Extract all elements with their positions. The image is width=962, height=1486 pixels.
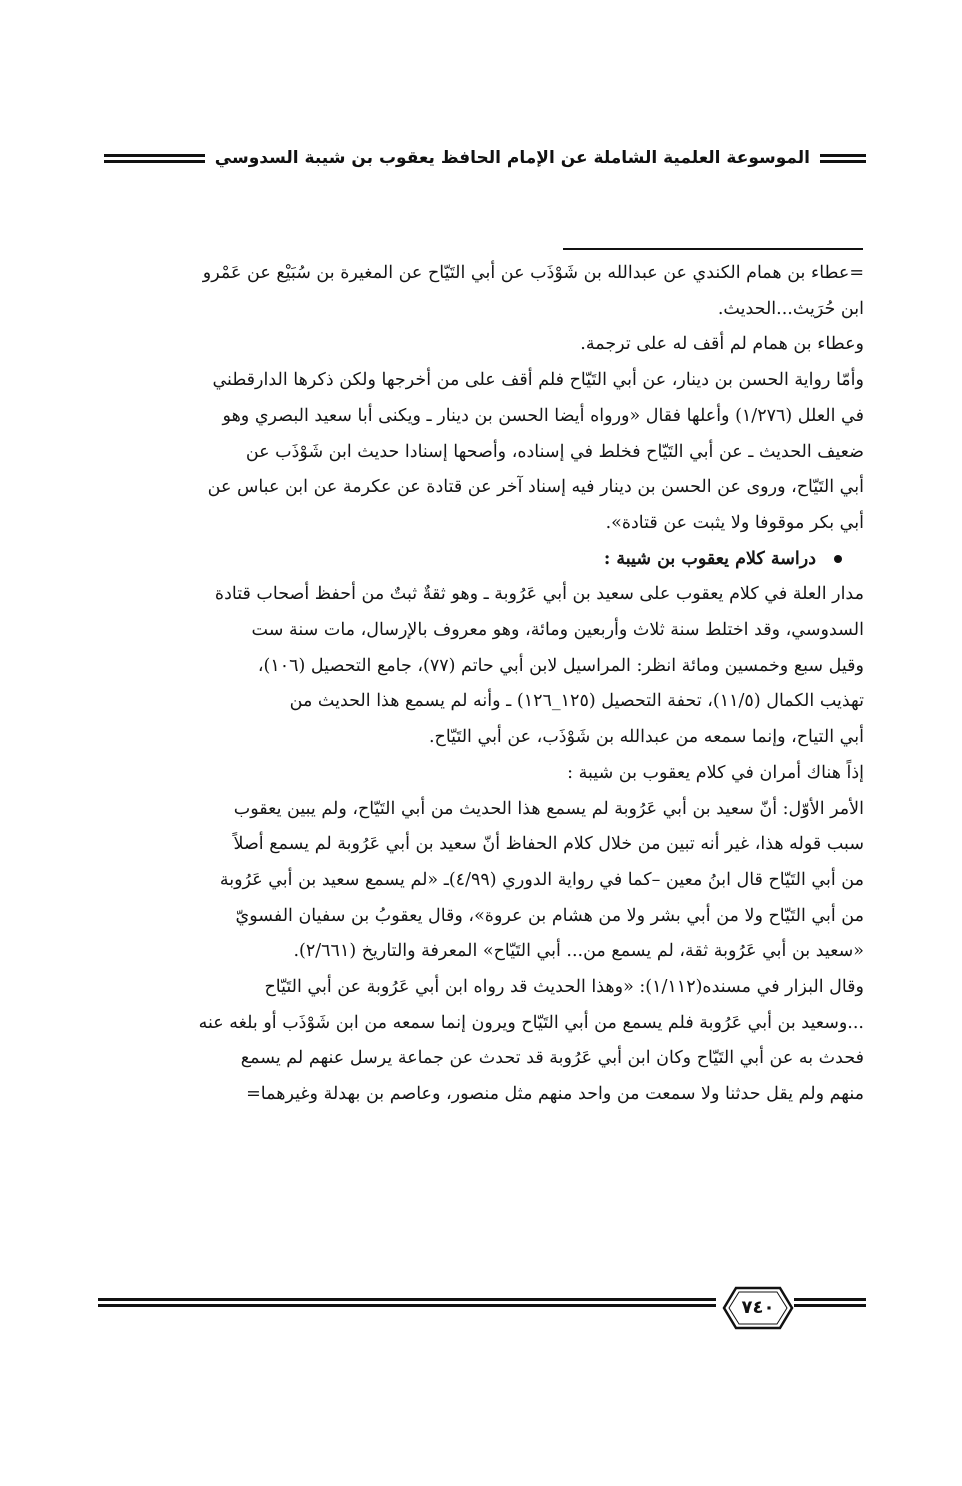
- text-line: وعطاء بن همام لم أقف له على ترجمة.: [580, 334, 864, 355]
- page-number: ٧٤٠: [741, 1297, 775, 1318]
- text-line: وقيل سبع وخمسين ومائة انظر: المراسيل لابن أبي حاتم (٧٧)، جامع التحصيل (١٠٦)،: [257, 655, 864, 676]
- text-line: وأمّا رواية الحسن بن دينار، عن أبي التَيّاح فلم أقف على من أخرجها ولكن ذكرها الدارقطني: [212, 370, 864, 391]
- text-line: «سعيد بن أبي عَرُوبة ثقة، لم يسمع من... أبي التَيّاح» المعرفة والتاريخ (٢/٦٦١).: [293, 941, 864, 962]
- footer-rule-left: [98, 1298, 716, 1307]
- text-line: منهم ولم يقل حدثنا ولا سمعت من واحد منهم مثل منصور، وعاصم بن بهدلة وغيرهما=: [246, 1084, 864, 1105]
- section-heading: [104, 542, 864, 578]
- section-heading-text: دراسة كلام يعقوب بن شيبة :: [603, 548, 816, 569]
- footnote-body: [104, 256, 864, 1113]
- text-line: أبي بكر موقوفا ولا يثبت عن قتادة».: [605, 512, 864, 533]
- footnote-separator: [563, 248, 863, 250]
- text-line: في العلل (١/٢٧٦) وأعلها فقال «ورواه أيضا الحسن بن دينار ـ ويكنى أبا سعيد البصري وهو: [222, 405, 864, 426]
- text-line: مدار العلة في كلام يعقوب على سعيد بن أبي عَرُوبة ـ وهو ثقةٌ ثبتٌ من أحفظ أصحاب قتادة: [214, 584, 864, 605]
- bullet-icon: [834, 555, 842, 563]
- text-line: =عطاء بن همام الكندي عن عبدالله بن شَوْذَب عن أبي التَيّاح عن المغيرة بن سُبَيْع عن عَمْرو: [202, 263, 864, 283]
- running-header: [104, 140, 866, 176]
- page-number-badge: [722, 1286, 794, 1330]
- text-line: ابن حُرَيث...الحديث.: [717, 298, 864, 319]
- text-line: ضعيف الحديث ـ عن أبي التَيّاح فخلط في إسناده، وأصحها إسنادا حديث ابن شَوْذَب عن: [245, 441, 864, 462]
- page-footer: [98, 1284, 866, 1336]
- text-line: السدوسي، وقد اختلط سنة ثلاث وأربعين ومائة، وهو معروف بالإرسال، مات سنة ست: [251, 620, 864, 641]
- text-line: من أبي التَيّاح ولا من أبي بشر ولا من هشام بن عروة»، وقال يعقوبُ بن سفيان الفسويّ: [235, 905, 864, 926]
- text-line: وقال البزار في مسنده(١/١١٢): «وهذا الحديث قد رواه ابن أبي عَرُوبة عن أبي التَيّاح: [264, 977, 864, 998]
- text-line: الأمر الأوّل: أنّ سعيد بن أبي عَرُوبة لم يسمع هذا الحديث من أبي التَيّاح، ولم يبين يعقوب: [233, 798, 864, 819]
- text-line: أبي التَيّاح، وروى عن الحسن بن دينار فيه إسناد آخر عن قتادة عن عكرمة عن ابن عباس عن: [207, 477, 864, 498]
- text-line: سبب قوله هذا، غير أنه تبين من خلال كلام الحفاظ أنّ سعيد بن أبي عَرُوبة لم يسمع أصلاً: [233, 834, 864, 855]
- text-line: إذاً هناك أمران في كلام يعقوب بن شيبة :: [567, 762, 864, 783]
- text-line: أبي التياح، وإنما سمعه من عبدالله بن شَوْذَب، عن أبي التَيّاح.: [428, 727, 864, 748]
- text-line: من أبي التَيّاح قال ابنُ معين –كما في رواية الدوري (٤/٩٩)ـ «لم يسمع سعيد بن أبي عَرُوبة: [219, 869, 864, 890]
- header-rule-left: [104, 154, 205, 163]
- text-line: ...وسعيد بن أبي عَرُوبة فلم يسمع من أبي التَيّاح ويرون إنما سمعه من ابن شَوْذَب أو بلغه عنه: [198, 1012, 864, 1033]
- footer-rule-right: [794, 1298, 866, 1307]
- header-title: الموسوعة العلمية الشاملة عن الإمام الحافظ يعقوب بن شيبة السدوسي: [214, 148, 810, 168]
- text-line: فحدث به عن أبي التَيّاح وكان ابن أبي عَرُوبة قد تحدث عن جماعة يرسل عنهم لم يسمع: [240, 1048, 864, 1069]
- text-line: تهذيب الكمال (١١/٥)، تحفة التحصيل (١٢٥_١٢٦) ـ وأنه لم يسمع هذا الحديث من: [289, 691, 864, 712]
- header-rule-right: [820, 154, 866, 163]
